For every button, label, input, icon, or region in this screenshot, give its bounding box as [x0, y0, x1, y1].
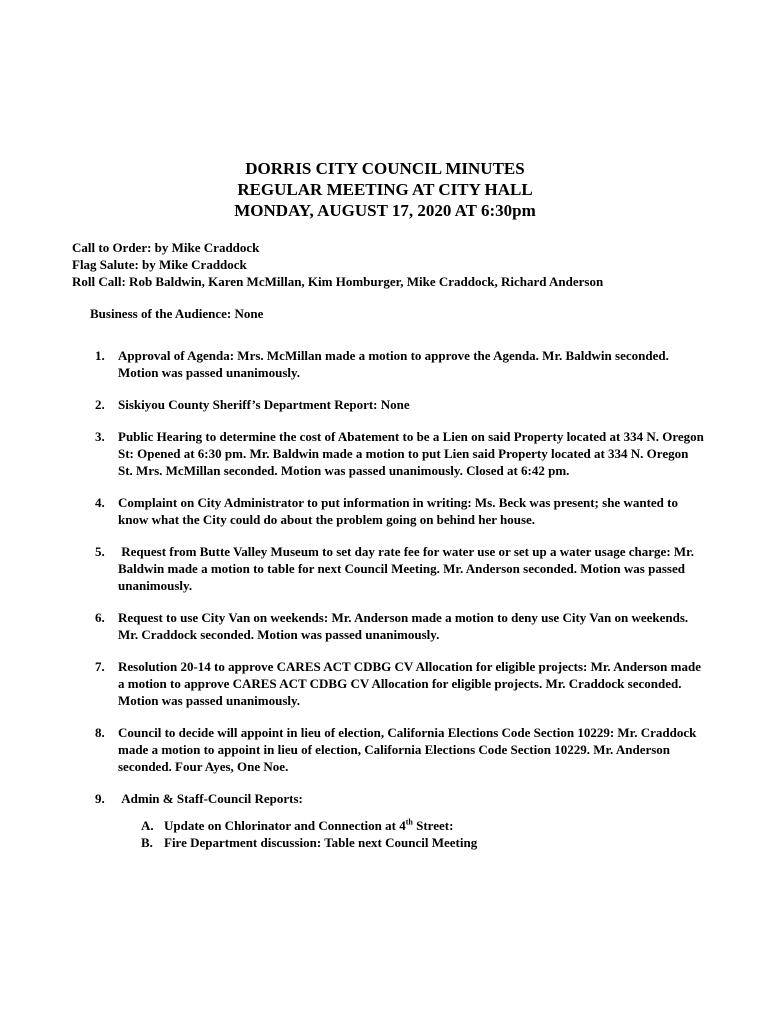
title-line-2: REGULAR MEETING AT CITY HALL — [237, 180, 533, 199]
title-line-1: DORRIS CITY COUNCIL MINUTES — [245, 159, 525, 178]
item-number: 8. — [95, 725, 105, 740]
item-number: 1. — [95, 348, 105, 363]
roll-call: Roll Call: Rob Baldwin, Karen McMillan, Kim Homburger, Mike Craddock, Richard Anderson — [72, 274, 604, 289]
item-number: 6. — [95, 610, 105, 625]
sub-item-text-end: Street: — [412, 818, 454, 833]
agenda-item-2 — [95, 396, 705, 413]
item-number: 9. — [95, 791, 105, 806]
agenda-items — [95, 347, 705, 866]
item-text: Request from Butte Valley Museum to set day rate fee for water use or set up a water usage charge: Mr. Baldwin made a motion to table for next Council Meeting. Mr. Anderson seconded. Motion was passed unanimously. — [118, 544, 698, 593]
staff-reports-list — [118, 817, 705, 851]
flag-salute: Flag Salute: by Mike Craddock — [72, 257, 247, 272]
document-title — [0, 158, 770, 221]
item-number: 2. — [95, 397, 105, 412]
item-text: Approval of Agenda: Mrs. McMillan made a motion to approve the Agenda. Mr. Baldwin seconded. Motion was passed unanimously. — [118, 348, 669, 380]
agenda-item-7 — [95, 658, 705, 709]
agenda-item-9 — [95, 790, 705, 851]
agenda-item-3 — [95, 428, 705, 479]
agenda-item-4 — [95, 494, 705, 528]
item-number: 4. — [95, 495, 105, 510]
agenda-item-1 — [95, 347, 705, 381]
item-text: Resolution 20-14 to approve CARES ACT CDBG CV Allocation for eligible projects: Mr. Anderson made a motion to approve CARES ACT CDBG CV Allocation for eligible projects. Mr. Craddock seconded. Motion was passed unanimously. — [118, 659, 701, 708]
item-number: 5. — [95, 544, 105, 559]
call-to-order: Call to Order: by Mike Craddock — [72, 240, 260, 255]
sub-item-text: Fire Department discussion: Table next Council Meeting — [164, 835, 478, 850]
sub-item-letter: A. — [141, 818, 154, 833]
business-of-audience: Business of the Audience: None — [90, 306, 264, 321]
item-text: Council to decide will appoint in lieu of election, California Elections Code Section 10229: Mr. Craddock made a motion to appoint in lieu of election, California Elections Code Section 10229. Mr. Anderson seconded. Four Ayes, One Noe. — [118, 725, 697, 774]
sub-item-text: Update on Chlorinator and Connection at 4 — [164, 818, 406, 833]
ordinal-suffix: th — [405, 817, 413, 827]
item-text: Complaint on City Administrator to put information in writing: Ms. Beck was present; she wanted to know what the City could do about the problem going on behind her house. — [118, 495, 678, 527]
sub-item-a — [141, 817, 705, 834]
title-line-3: MONDAY, AUGUST 17, 2020 AT 6:30pm — [234, 201, 536, 220]
item-text: Siskiyou County Sheriff’s Department Report: None — [118, 397, 410, 412]
item-text: Request to use City Van on weekends: Mr. Anderson made a motion to deny use City Van on weekends. Mr. Craddock seconded. Motion was passed unanimously. — [118, 610, 689, 642]
agenda-item-6 — [95, 609, 705, 643]
agenda-item-5 — [95, 543, 705, 594]
agenda-item-8 — [95, 724, 705, 775]
meeting-opening — [72, 239, 752, 290]
item-text: Public Hearing to determine the cost of Abatement to be a Lien on said Property located at 334 N. Oregon St: Opened at 6:30 pm. Mr. Baldwin made a motion to put Lien said Property located at 334 N. Oregon St. Mrs. McMillan seconded. Motion was passed unanimously. Closed at 6:42 pm. — [118, 429, 704, 478]
item-number: 7. — [95, 659, 105, 674]
sub-item-letter: B. — [141, 835, 153, 850]
item-number: 3. — [95, 429, 105, 444]
sub-item-b — [141, 834, 705, 851]
item-text: Admin & Staff-Council Reports: — [118, 791, 303, 806]
